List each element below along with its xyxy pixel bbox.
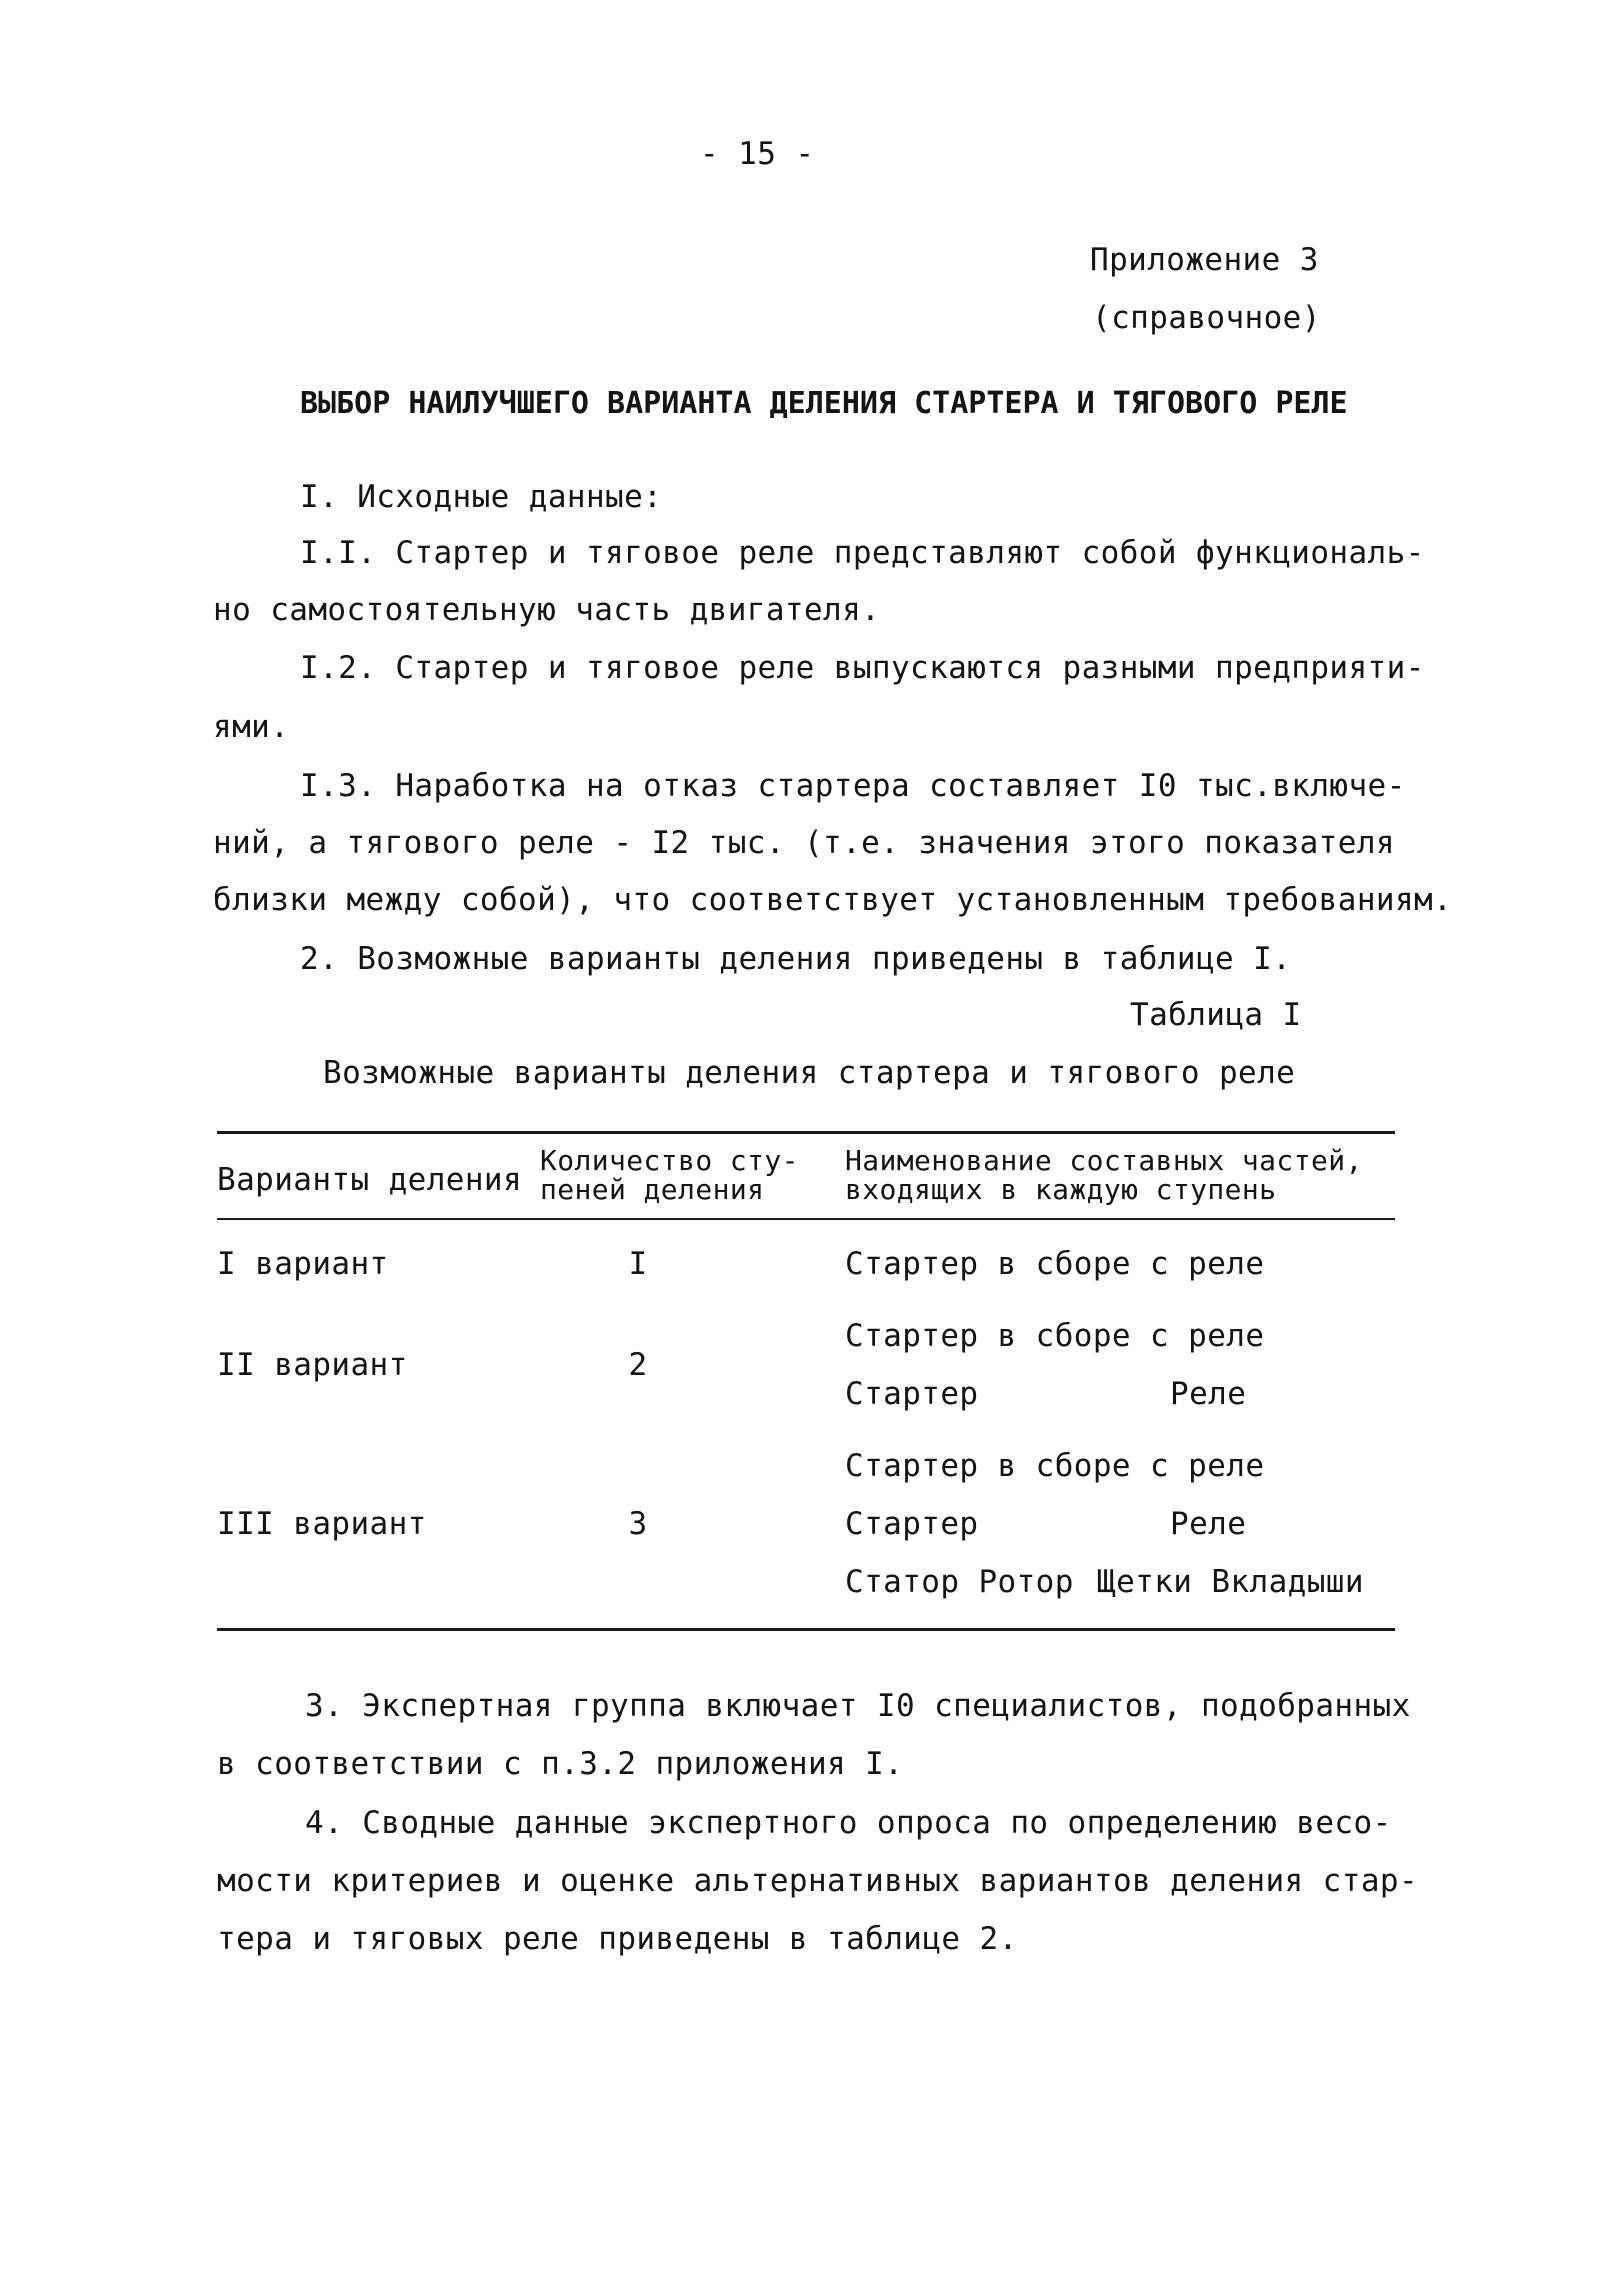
paragraph-1-1-line-2: но самостоятельную часть двигателя. [213, 592, 881, 628]
table-row-3-variant: III вариант [217, 1506, 427, 1542]
table-row-2-variant: II вариант [217, 1347, 408, 1383]
document-title: ВЫБОР НАИЛУЧШЕГО ВАРИАНТА ДЕЛЕНИЯ СТАРТЕРА И ТЯГОВОГО РЕЛЕ [300, 386, 1348, 421]
table-row-2-part-1: Стартер в сборе с реле [845, 1318, 1265, 1354]
section-3-line-2: в соответствии с п.3.2 приложения I. [217, 1746, 904, 1782]
paragraph-1-3-line-1: I.3. Наработка на отказ стартера составляет I0 тыс.включе- [300, 768, 1406, 804]
table-row-2-part-2b: Реле [1170, 1376, 1247, 1412]
appendix-note: (справочное) [1092, 300, 1321, 336]
table-row-2-stages: 2 [628, 1347, 648, 1383]
table-row-1-stages: I [628, 1246, 648, 1282]
section-4-line-3: тера и тяговых реле приведены в таблице 2. [217, 1921, 1018, 1957]
paragraph-1-2-line-1: I.2. Стартер и тяговое реле выпускаются разными предприяти- [300, 650, 1425, 686]
page-number: - 15 - [700, 136, 815, 172]
paragraph-1-3-line-3: близки между собой), что соответствует установленным требованиям. [213, 882, 1453, 918]
header-variants: Варианты деления [217, 1162, 523, 1198]
header-parts-line-1: Наименование составных частей, [845, 1144, 1363, 1177]
table-row-2-part-2a: Стартер [845, 1376, 979, 1412]
table-row-3-part-2b: Реле [1170, 1506, 1247, 1542]
table-caption: Возможные варианты деления стартера и тягового реле [323, 1055, 1296, 1091]
section-4-line-1: 4. Сводные данные экспертного опроса по определению весо- [305, 1805, 1392, 1841]
header-stages-line-1: Количество сту- [540, 1144, 799, 1177]
header-parts-line-2: входящих в каждую ступень [845, 1173, 1277, 1206]
section-3-line-1: 3. Экспертная группа включает I0 специалистов, подобранных [305, 1688, 1411, 1724]
appendix-label: Приложение 3 [1090, 242, 1319, 278]
table-label: Таблица I [1130, 997, 1302, 1033]
section-4-line-2: мости критериев и оценке альтернативных вариантов деления стар- [217, 1863, 1419, 1899]
paragraph-1-3-line-2: ний, а тягового реле - I2 тыс. (т.е. значения этого показателя [213, 825, 1395, 861]
table-row-3-part-3a: Статор Ротор [845, 1564, 1074, 1600]
table-row-3-stages: 3 [628, 1506, 648, 1542]
section-2: 2. Возможные варианты деления приведены в таблице I. [300, 941, 1292, 977]
section-1-heading: I. Исходные данные: [300, 479, 663, 515]
table-bottom-rule [217, 1628, 1395, 1631]
table-row-1-variant: I вариант [217, 1246, 389, 1282]
table-top-rule [217, 1131, 1395, 1134]
table-row-3-part-3b: Щетки Вкладыши [1097, 1564, 1364, 1600]
table-row-1-part-1: Стартер в сборе с реле [845, 1246, 1265, 1282]
paragraph-1-1-line-1: I.I. Стартер и тяговое реле представляют собой функциональ- [300, 535, 1425, 571]
paragraph-1-2-line-2: ями. [213, 709, 290, 745]
table-row-3-part-2a: Стартер [845, 1506, 979, 1542]
table-header-rule [217, 1218, 1395, 1220]
table-row-3-part-1: Стартер в сборе с реле [845, 1448, 1265, 1484]
header-stages-line-2: пеней деления [540, 1173, 765, 1206]
